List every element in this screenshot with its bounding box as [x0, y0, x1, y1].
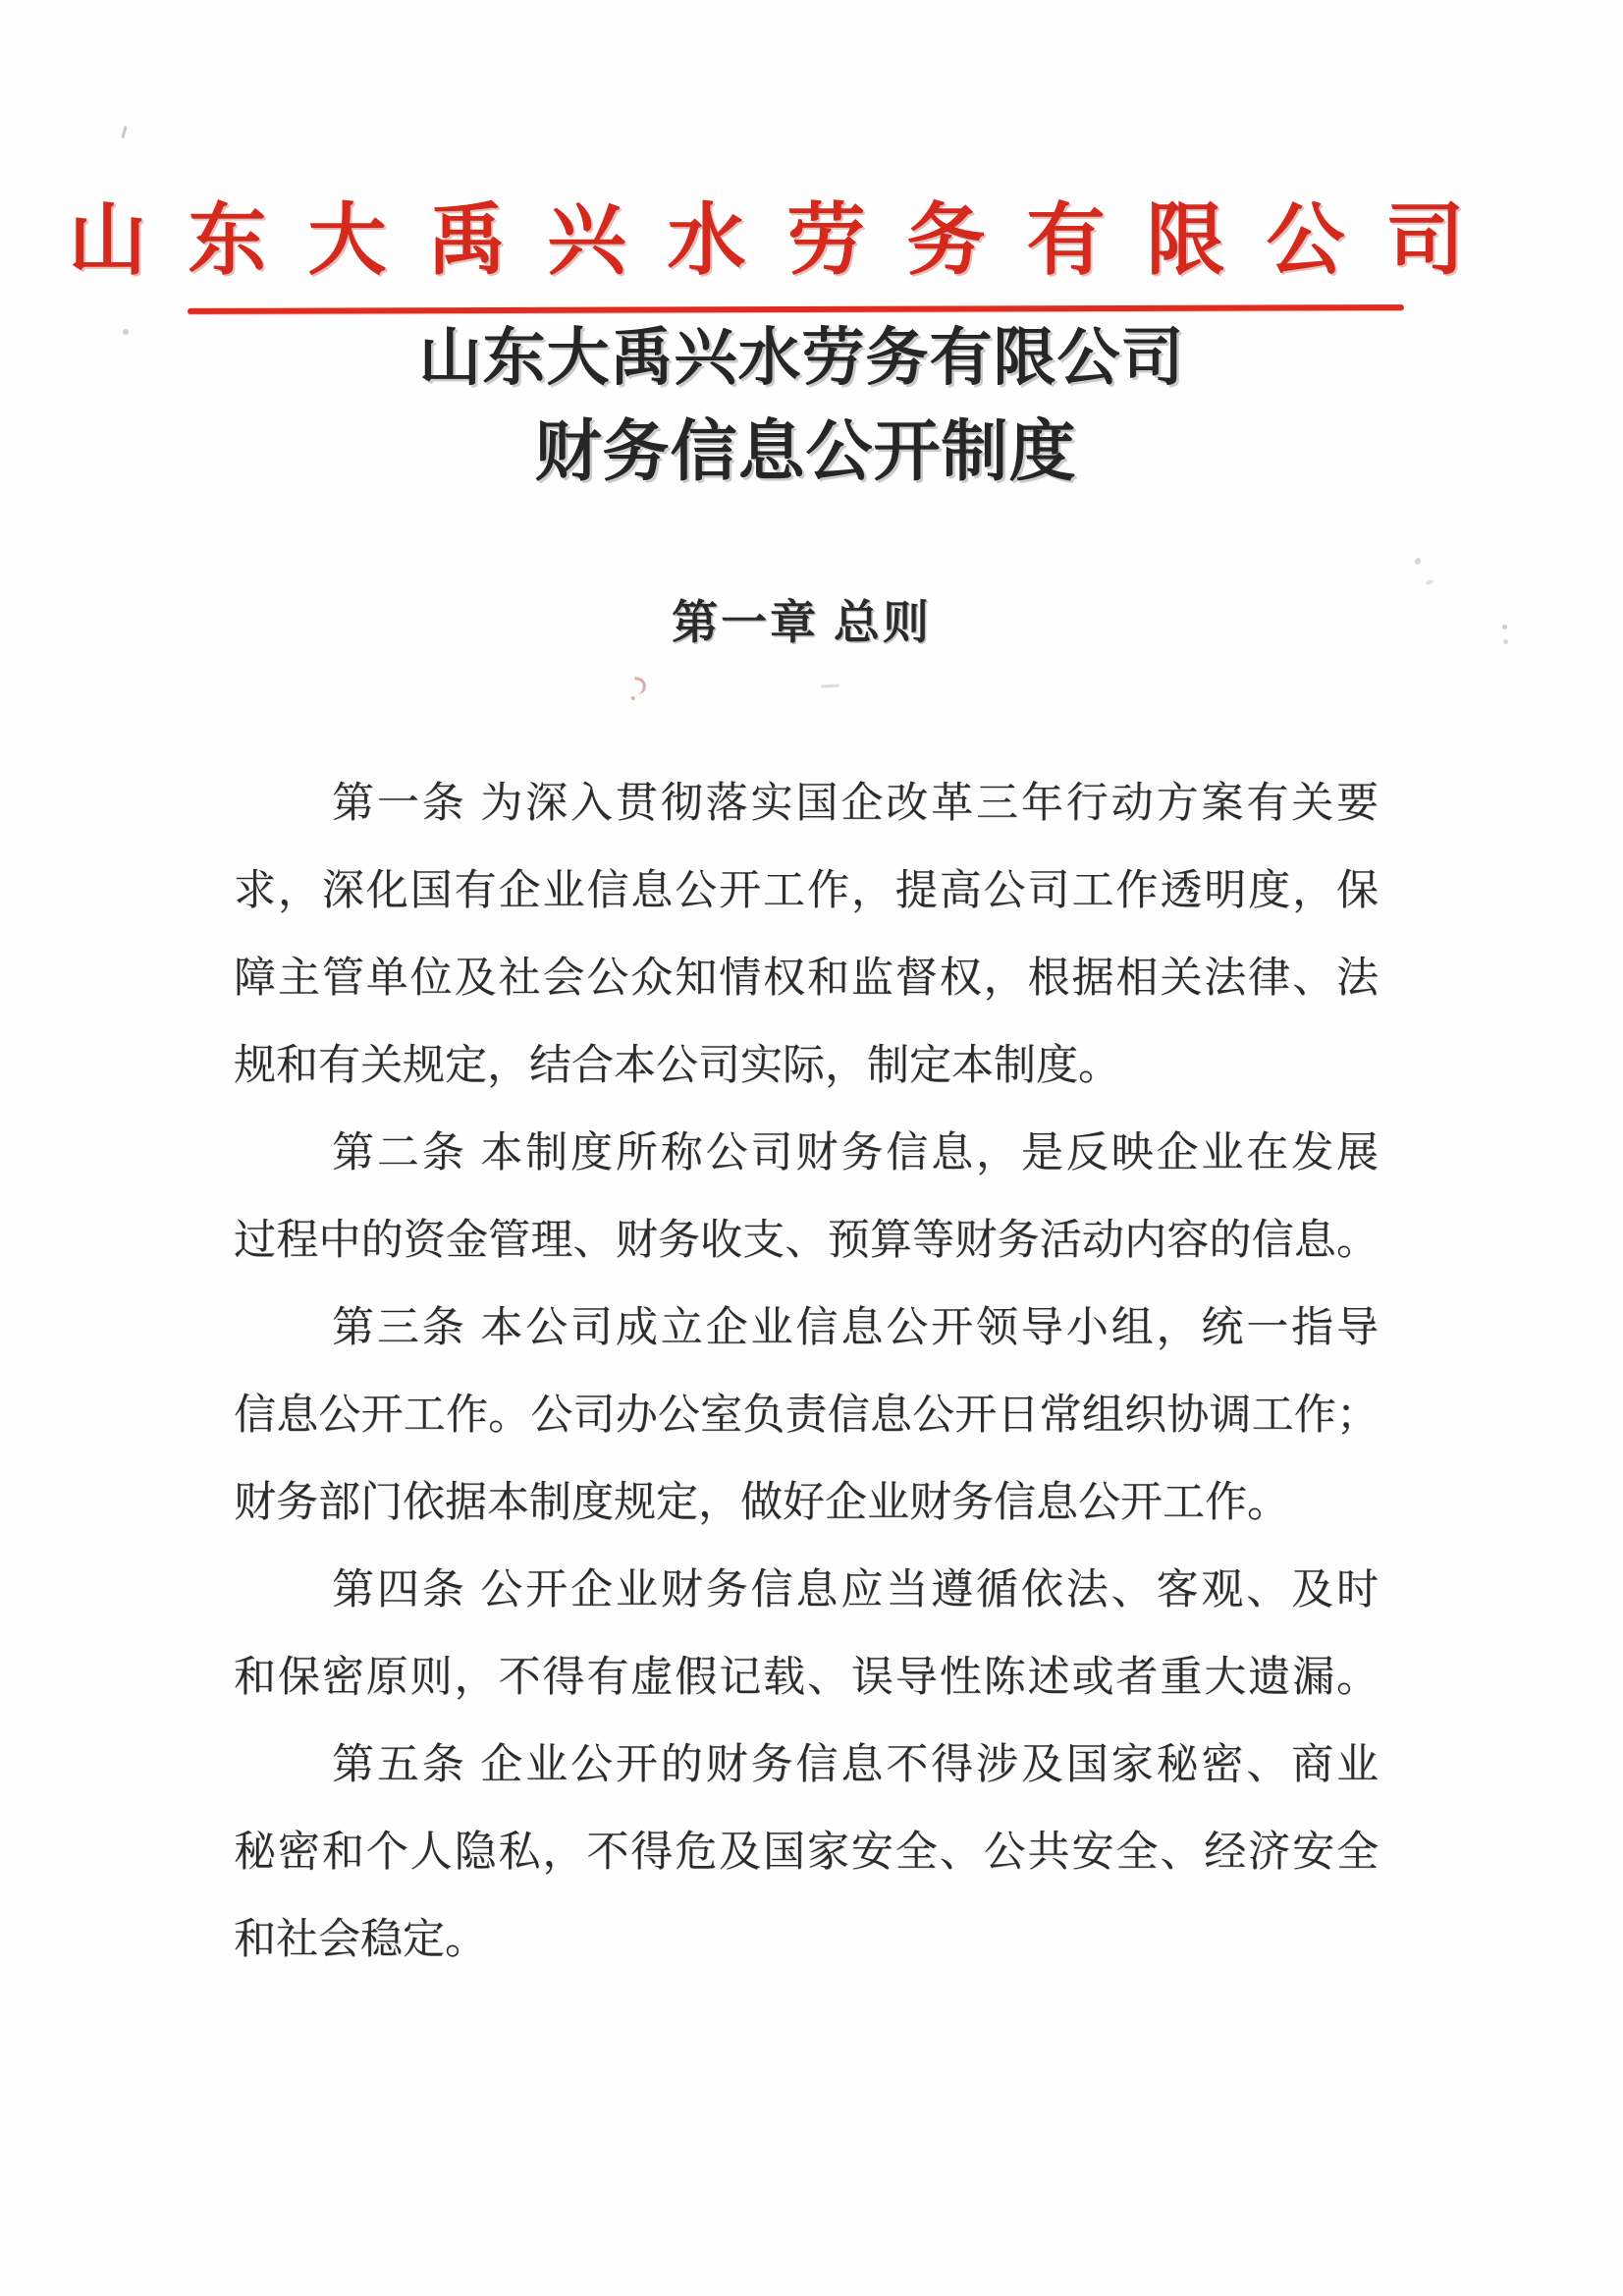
body-line: 第五条 企业公开的财务信息不得涉及国家秘密、商业	[332, 1742, 1379, 1788]
scan-artifact	[632, 677, 648, 695]
chapter-heading: 第一章 总则	[672, 598, 932, 649]
scan-artifact	[121, 126, 127, 138]
body-line: 障主管单位及社会公众知情权和监督权，根据相关法律、法	[234, 956, 1379, 1002]
letterhead-company-name: 山东大禹兴水劳务有限公司	[68, 198, 1506, 285]
scan-artifact	[821, 684, 839, 688]
body-line: 第一条 为深入贯彻落实国企改革三年行动方案有关要	[332, 781, 1379, 827]
document-body	[234, 760, 1379, 1984]
body-line: 秘密和个人隐私，不得危及国家安全、公共安全、经济安全	[234, 1830, 1379, 1876]
document-title-line2: 财务信息公开制度	[534, 414, 1077, 489]
body-line: 第二条 本制度所称公司财务信息，是反映企业在发展	[332, 1130, 1379, 1176]
body-line: 信息公开工作。公司办公室负责信息公开日常组织协调工作；	[234, 1393, 1379, 1439]
body-line: 规和有关规定，结合本公司实际，制定本制度。	[234, 1043, 1120, 1089]
body-line: 过程中的资金管理、财务收支、预算等财务活动内容的信息。	[234, 1218, 1379, 1264]
body-line: 第三条 本公司成立企业信息公开领导小组，统一指导	[332, 1305, 1379, 1351]
letterhead-rule	[188, 304, 1404, 313]
body-line: 财务部门依据本制度规定，做好企业财务信息公开工作。	[234, 1480, 1289, 1526]
document-title-line1: 山东大禹兴水劳务有限公司	[418, 323, 1185, 393]
scan-artifact	[1426, 579, 1434, 585]
body-line: 和保密原则，不得有虚假记载、误导性陈述或者重大遗漏。	[234, 1655, 1379, 1701]
body-line: 求，深化国有企业信息公开工作，提高公司工作透明度，保	[234, 868, 1379, 914]
body-line: 第四条 公开企业财务信息应当遵循依法、客观、及时	[332, 1567, 1379, 1613]
body-line: 和社会稳定。	[234, 1917, 487, 1963]
scan-artifact	[1414, 557, 1422, 566]
